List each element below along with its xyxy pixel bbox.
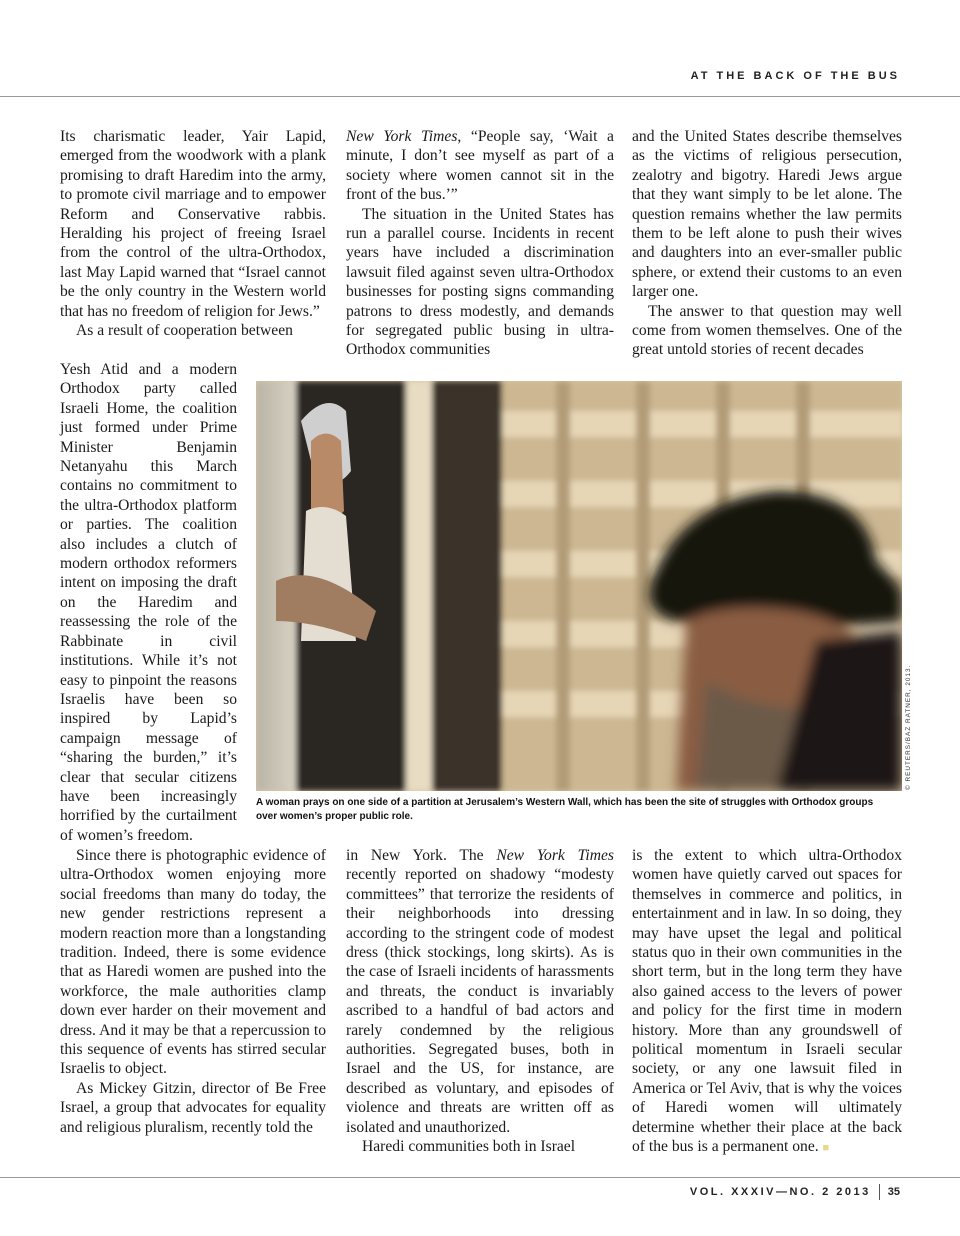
paragraph: and the United States describe themselves as the victims of religious persecution, zealotry and bigotry. Haredi Jews argue that they want simply to be let alone. The question remains whether the law permits them to be left alone to push their wives and daughters into an ever-smaller public sphere, or extend their customs to an even larger one. [632,128,902,301]
paragraph [346,127,614,205]
paragraph [346,846,614,1137]
publication-title: New York Times [496,847,614,864]
running-head: AT THE BACK OF THE BUS [690,70,900,82]
column-1-wrap [60,360,237,845]
top-rule [0,96,960,97]
page-number: 35 [887,1186,900,1198]
column-1-top [60,127,326,340]
paragraph-text: recently reported on shadowy “modesty committees” that terrorize the residents of their neighborhoods into dressing according to the stringent code of modest dress (thick stockings, long skirts). As is the case of Israeli incidents of harassments and threats, the conduct is invariably ascribed to a handful of bad actors and rarely condemned by the religious authorities. Segregated buses, both in Israel and the US, for instance, are described as voluntary, and episodes of violence and threats are written off as isolated and unauthorized. [346,866,614,1136]
bottom-rule [0,1177,960,1178]
end-mark-icon: ■ [822,1142,830,1155]
column-3-top [632,127,902,360]
paragraph: Haredi communities both in Israel [362,1138,576,1156]
column-2-bottom [346,846,614,1157]
photo-credit: © REUTERS/BAZ RATNER, 2013. [905,664,912,790]
folio-divider [879,1184,880,1200]
paragraph: The answer to that question may well come from women themselves. One of the great untold stories of recent decades [632,302,902,359]
paragraph [632,846,902,1159]
paragraph: Its charismatic leader, Yair Lapid, emerged from the woodwork with a plank promising to draft Haredim into the army, to promote civil marriage and to empower Reform and Conservative rabbis. Heralding his project of freeing Israel from the control of the ultra-Orthodox, last May Lapid warned that “Israel cannot be the only country in the Western world that has no freedom of religion for Jews.” [60,128,326,320]
photo [256,381,902,791]
folio [690,1184,900,1200]
paragraph-text: , “People say, ‘Wait a minute, I don’t see myself as part of a society where women cannot sit in the front of the bus.’” [346,128,614,204]
column-2-top [346,127,614,360]
paragraph-text: is the extent to which ultra-Orthodox women have quietly carved out spaces for themselves in commerce and politics, in entertainment and in law. In so doing, they may have upset the legal and political status quo in their own communities in the short term, but in the long term they have also gained access to the levers of power and policy for the first time in modern history. More than any groundswell of political momentum in Israeli secular society, or any one lawsuit filed in America or Tel Aviv, that is why the voices of Haredi women will ultimately determine whether their place at the back of the bus is a permanent one. [632,847,902,1156]
photo-caption: A woman prays on one side of a partition at Jerusalem’s Western Wall, which has been the site of struggles with Orthodox groups over women’s proper public role. [256,797,874,822]
column-1-bottom [60,846,326,1137]
paragraph: As a result of cooperation between [76,322,293,340]
volume-issue: VOL. XXXIV—NO. 2 2013 [689,1186,871,1198]
paragraph: The situation in the United States has run a parallel course. Incidents in recent years have included a discrimination lawsuit filed against seven ultra-Orthodox businesses for posting signs commanding patrons to dress modestly, and demands for segregated public busing in ultra-Orthodox communities [346,205,614,359]
paragraph: As Mickey Gitzin, director of Be Free Israel, a group that advocates for equality and religious pluralism, recently told the [60,1079,326,1136]
photo-illustration [256,381,902,791]
publication-title: New York Times [346,128,458,145]
paragraph-text: in New York. The [346,847,497,864]
paragraph: Since there is photographic evidence of ultra-Orthodox women enjoying more social freedoms than many do today, the new gender restrictions represent a modern reaction more than a longstanding tradition. Indeed, there is some evidence that as Haredi women are pushed into the workforce, the male authorities clamp down ever harder on their movement and dress. And it may be that a repercussion to this sequence of events has stirred secular Israelis to object. [60,847,326,1078]
paragraph: Yesh Atid and a modern Orthodox party called Israeli Home, the coalition just formed under Prime Minister Benjamin Netanyahu this March contains no commitment to the ultra-Orthodox platform or parties. The coalition also includes a clutch of modern orthodox reformers intent on imposing the draft on the Haredim and reassessing the role of the Rabbinate in civil institutions. While it’s not easy to pinpoint the reasons Israelis have been so inspired by Lapid’s campaign message of “sharing the burden,” it’s clear that secular citizens have been increasingly horrified by the curtailment of women’s freedom. [60,361,237,844]
column-3-bottom [632,846,902,1159]
